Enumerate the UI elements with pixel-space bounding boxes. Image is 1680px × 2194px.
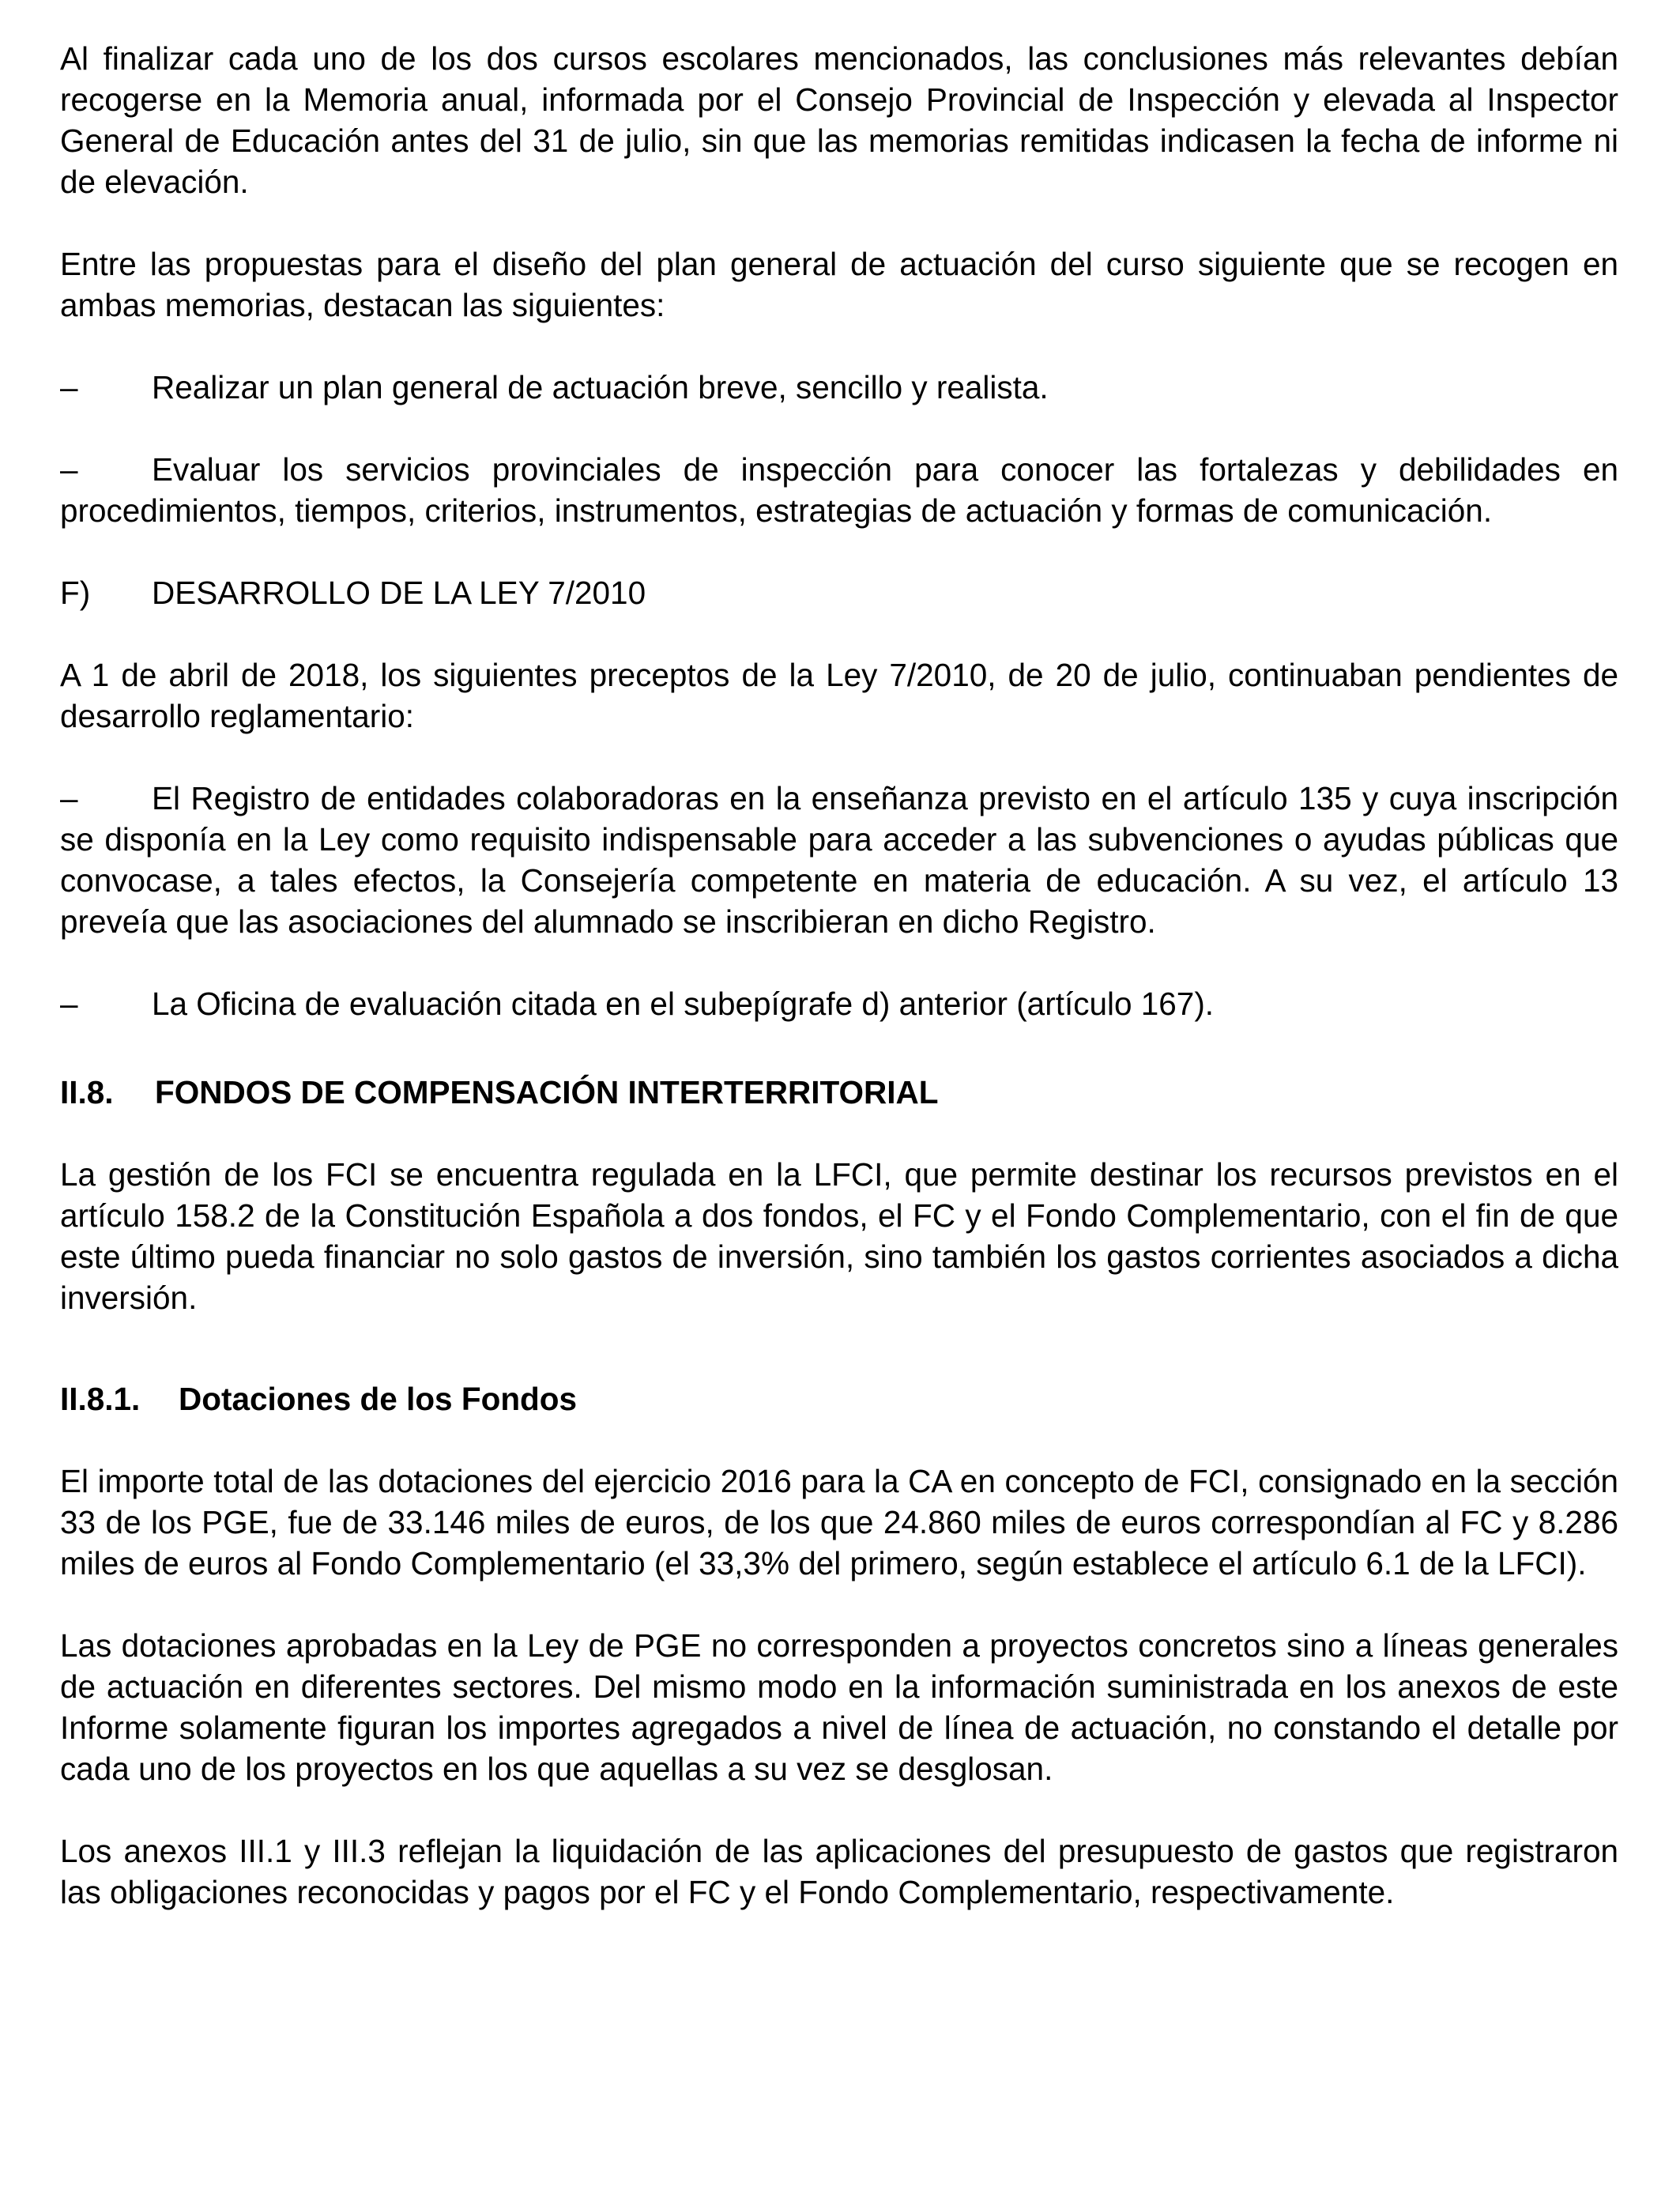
list-item-text: El Registro de entidades colaboradoras en la enseñanza previsto en el artículo 135 y cuya inscripción se disponía en la Ley como requisito indispensable para acceder a las subvenciones o ayudas públicas que convocase, a tales efectos, la Consejería competente en materia de educación. A su vez, el artículo 13 preveía que las asociaciones del alumnado se inscribieran en dicho Registro. [60,780,1618,940]
section-title: FONDOS DE COMPENSACIÓN INTERTERRITORIAL [155,1074,939,1110]
paragraph-gestion-fci: La gestión de los FCI se encuentra regulada en la LFCI, que permite destinar los recursos previstos en el artículo 158.2 de la Constitución Española a dos fondos, el FC y el Fondo Complementario, con el fin de que este último pueda financiar no solo gastos de inversión, sino también los gastos corrientes asociados a dicha inversión. [60,1156,1618,1316]
list-item [60,449,1618,531]
section-number: II.8.1. [60,1381,141,1417]
paragraph-memoria-anual: Al finalizar cada uno de los dos cursos escolares mencionados, las conclusiones más relevantes debían recogerse en la Memoria anual, informada por el Consejo Provincial de Inspección y elevada al Inspector General de Educación antes del 31 de julio, sin que las memorias remitidas indicasen la fecha de informe ni de elevación. [60,40,1618,200]
document-page [60,38,1618,1954]
list-item [60,983,1618,1024]
list-item [60,778,1618,942]
list-item [60,367,1618,408]
list-item-text: Evaluar los servicios provinciales de inspección para conocer las fortalezas y debilidades en procedimientos, tiempos, criterios, instrumentos, estrategias de actuación y formas de comunicación. [60,451,1618,529]
section-title: DESARROLLO DE LA LEY 7/2010 [152,575,646,611]
section-title: Dotaciones de los Fondos [179,1381,578,1417]
section-heading-ii-8 [60,1072,1618,1113]
paragraph-importe-total: El importe total de las dotaciones del ejercicio 2016 para la CA en concepto de FCI, consignado en la sección 33 de los PGE, fue de 33.146 miles de euros, de los que 24.860 miles de euros correspondían al FC y 8.286 miles de euros al Fondo Complementario (el 33,3% del primero, según establece el artículo 6.1 de la LFCI). [60,1463,1618,1581]
paragraph-preceptos: A 1 de abril de 2018, los siguientes preceptos de la Ley 7/2010, de 20 de julio, continuaban pendientes de desarrollo reglamentario: [60,657,1618,734]
dash-marker: – [60,369,78,405]
paragraph-dotaciones: Las dotaciones aprobadas en la Ley de PGE no corresponden a proyectos concretos sino a líneas generales de actuación en diferentes sectores. Del mismo modo en la información suministrada en los anexos de este Informe solamente figuran los importes agregados a nivel de línea de actuación, no constando el detalle por cada uno de los proyectos en los que aquellas a su vez se desglosan. [60,1627,1618,1787]
paragraph-propuestas: Entre las propuestas para el diseño del plan general de actuación del curso siguiente que se recogen en ambas memorias, destacan las siguientes: [60,246,1618,323]
dash-marker: – [60,780,78,816]
section-marker: F) [60,575,91,611]
dash-marker: – [60,451,78,488]
section-heading-f [60,572,1618,613]
list-item-text: La Oficina de evaluación citada en el subepígrafe d) anterior (artículo 167). [152,986,1215,1022]
dash-marker: – [60,986,78,1022]
paragraph-anexos: Los anexos III.1 y III.3 reflejan la liquidación de las aplicaciones del presupuesto de gastos que registraron las obligaciones reconocidas y pagos por el FC y el Fondo Complementario, respectivamente. [60,1833,1618,1910]
section-heading-ii-8-1 [60,1378,1618,1419]
section-number: II.8. [60,1074,114,1110]
list-item-text: Realizar un plan general de actuación breve, sencillo y realista. [152,369,1049,405]
